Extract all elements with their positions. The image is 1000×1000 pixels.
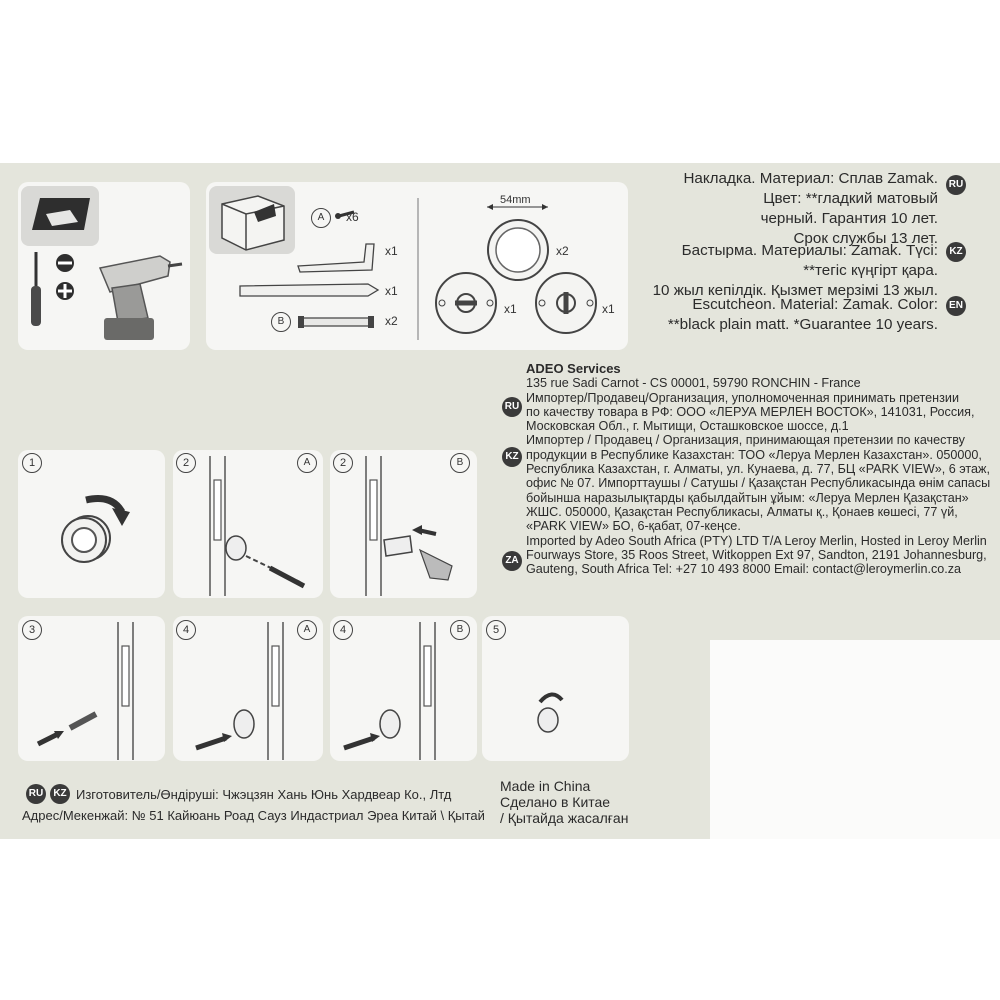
ring-dimension: 54mm xyxy=(500,194,531,206)
adeo-kz-line: ЖШС. 050000, Қазақстан Республикасы, Алматы қ., Қонаев көшесі, 77 үй, xyxy=(526,504,958,519)
step-variant: B xyxy=(450,453,470,473)
adeo-kz-line: офис № 07. Импорттаушы / Сатушы / Қазақстан Республикасында өнім сапасы xyxy=(526,476,991,491)
step-number: 5 xyxy=(486,620,506,640)
ru-line: Срок службы 13 лет. xyxy=(793,230,938,247)
step-number: 2 xyxy=(176,453,196,473)
en-badge: EN xyxy=(946,296,966,316)
adeo-title: ADEO Services xyxy=(526,361,621,376)
pin-label-b: B xyxy=(271,312,291,332)
en-line: **black plain matt. *Guarantee 10 years. xyxy=(667,316,938,333)
rod-quantity: x1 xyxy=(385,284,398,298)
pin-quantity: x2 xyxy=(385,314,398,328)
step-number: 1 xyxy=(22,453,42,473)
kz-line: **тегіс күңгірт қара. xyxy=(803,262,938,279)
adeo-kz-line: Республика Казахстан, г. Алматы, ул. Кунаева, д. 77, БЦ «PARK VIEW», 6 этаж, xyxy=(526,462,990,477)
screw-quantity: x6 xyxy=(346,210,359,224)
adeo-ru-badge: RU xyxy=(502,397,522,417)
made-in-kz: / Қытайда жасалған xyxy=(500,810,629,826)
adeo-za-line: Fourways Store, 35 Roos Street, Witkoppen Ext 97, Sandton, 2191 Johannesburg, xyxy=(526,547,987,562)
adeo-kz-line: Импортер / Продавец / Организация, принимающая претензии по качеству xyxy=(526,433,965,448)
adeo-address: 135 rue Sadi Carnot - CS 00001, 59790 RONCHIN - France xyxy=(526,376,861,391)
step-variant: A xyxy=(297,453,317,473)
adeo-kz-badge: KZ xyxy=(502,447,522,467)
step-variant: B xyxy=(450,620,470,640)
manufacturer-line-1: Изготовитель/Өндіруші: Чжэцзян Хань Юнь Хардвеар Ко., Лтд xyxy=(76,787,452,802)
adeo-kz-line: бойынша наразылықтарды қабылдайтын ұйым: «Леруа Мерлен Қазақстан» xyxy=(526,490,969,505)
rosette-left-quantity: x1 xyxy=(504,302,517,316)
step-number: 3 xyxy=(22,620,42,640)
adeo-ru-line: по качеству товара в РФ: ООО «ЛЕРУА МЕРЛЕН ВОСТОК», 141031, Россия, xyxy=(526,404,975,419)
ru-badge: RU xyxy=(946,175,966,195)
made-in-en: Made in China xyxy=(500,778,591,794)
adeo-ru-line: Импортер/Продавец/Организация, уполномоченная принимать претензии xyxy=(526,390,959,405)
adeo-kz-line: продукции в Республике Казахстан: ТОО «Леруа Мерлен Казахстан». 050000, xyxy=(526,447,982,462)
bottom-kz-badge: KZ xyxy=(50,784,70,804)
kz-line: Бастырма. Материалы: Zamak. Түсі: xyxy=(681,242,938,259)
ring-quantity: x2 xyxy=(556,244,569,258)
adeo-za-line: Imported by Adeo South Africa (PTY) LTD T/A Leroy Merlin, Hosted in Leroy Merlin xyxy=(526,533,987,548)
kz-badge: KZ xyxy=(946,242,966,262)
adeo-kz-line: «PARK VIEW» БО, 6-қабат, 07-кеңсе. xyxy=(526,519,741,534)
kz-line: 10 жыл кепілдік. Қызмет мерзімі 13 жыл. xyxy=(652,282,938,299)
screw-label-a: A xyxy=(311,208,331,228)
adeo-za-badge: ZA xyxy=(502,551,522,571)
step-1-ring-icon xyxy=(62,499,130,563)
hex-key-quantity: x1 xyxy=(385,244,398,258)
adeo-ru-line: Московская Обл., г. Мытищи, Осташковское шоссе, д.1 xyxy=(526,419,849,434)
made-in-block xyxy=(500,778,628,826)
step-number: 2 xyxy=(333,453,353,473)
step-number: 4 xyxy=(333,620,353,640)
step-variant: A xyxy=(297,620,317,640)
ru-line: черный. Гарантия 10 лет. xyxy=(760,210,938,227)
adeo-za-line: Gauteng, South Africa Tel: +27 10 493 8000 Email: contact@leroymerlin.co.za xyxy=(526,562,962,577)
rosette-right-quantity: x1 xyxy=(602,302,615,316)
manufacturer-line-2: Адрес/Мекенжай: № 51 Кайюань Роад Сауз Индастриал Эреа Китай \ Қытай xyxy=(22,808,485,823)
ru-line: Накладка. Материал: Сплав Zamak. xyxy=(683,170,938,187)
made-in-ru: Сделано в Китае xyxy=(500,794,611,810)
bottom-ru-badge: RU xyxy=(26,784,46,804)
en-line: Escutcheon. Material: Zamak. Color: xyxy=(692,296,938,313)
ru-line: Цвет: **гладкий матовый xyxy=(763,190,938,207)
step-number: 4 xyxy=(176,620,196,640)
